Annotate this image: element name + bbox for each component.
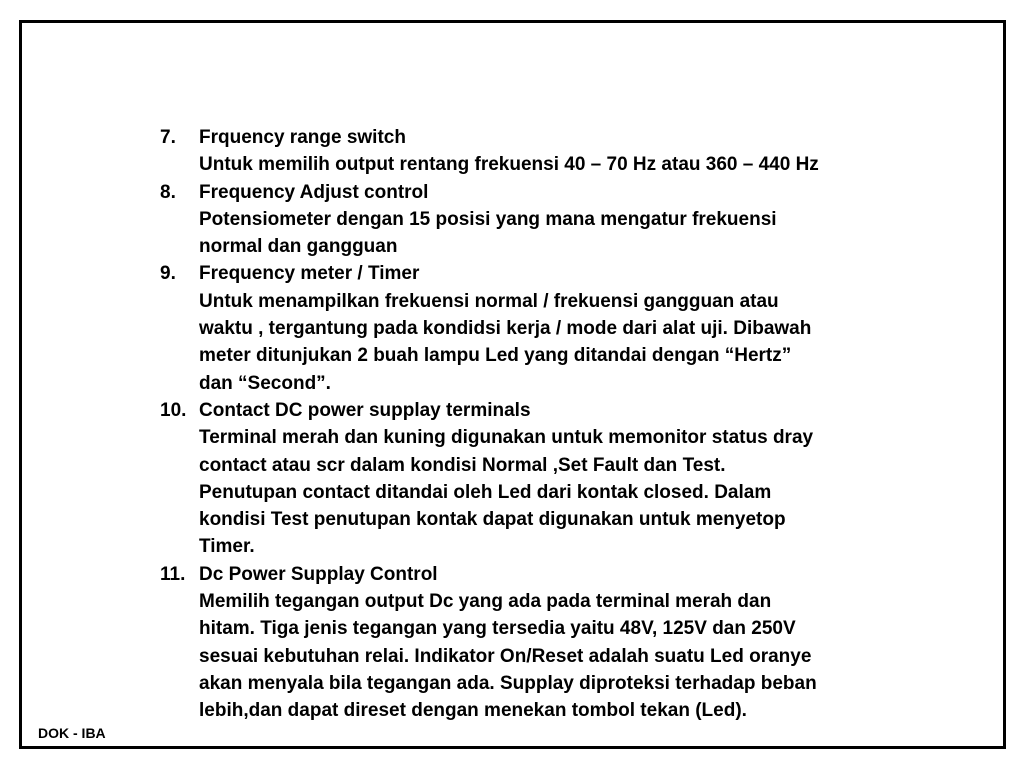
list-item-text-line: Penutupan contact ditandai oleh Led dari kontak closed. Dalam xyxy=(199,481,772,503)
list-item-body xyxy=(199,561,960,725)
list-item-text-line: normal dan gangguan xyxy=(199,236,398,258)
list-item-text-line: dan “Second”. xyxy=(199,372,331,394)
list-number: 8. xyxy=(160,181,176,203)
list-item-title: Frequency Adjust control xyxy=(199,181,429,203)
list-item-body xyxy=(199,260,960,396)
list-number: 11. xyxy=(160,563,186,585)
list-item-text-line: Untuk memilih output rentang frekuensi 40 – 70 Hz atau 360 – 440 Hz xyxy=(199,154,819,176)
list-item-text-line: akan menyala bila tegangan ada. Supplay diproteksi terhadap beban xyxy=(199,672,817,694)
list-item-text-line: Terminal merah dan kuning digunakan untuk memonitor status dray xyxy=(199,427,814,449)
list-item-text-line: hitam. Tiga jenis tegangan yang tersedia yaitu 48V, 125V dan 250V xyxy=(199,618,796,640)
footer-label: DOK - IBA xyxy=(38,725,106,741)
list-item-7 xyxy=(160,124,960,179)
list-number: 7. xyxy=(160,127,176,148)
list-item-text-line: Potensiometer dengan 15 posisi yang mana mengatur frekuensi xyxy=(199,208,777,230)
list-item-text-line: lebih,dan dapat direset dengan menekan tombol tekan (Led). xyxy=(199,700,747,722)
list-item-body xyxy=(199,397,960,561)
list-number: 10. xyxy=(160,399,187,421)
slide-frame xyxy=(19,20,1006,749)
list-item-title: Contact DC power supplay terminals xyxy=(199,399,531,421)
list-item-title: Frequency meter / Timer xyxy=(199,263,420,285)
numbered-list xyxy=(160,124,960,725)
list-item-text-line: Timer. xyxy=(199,536,255,558)
list-item-title: Frquency range switch xyxy=(199,127,406,148)
list-item-body xyxy=(199,124,960,179)
list-item-9 xyxy=(160,260,960,396)
list-item-8 xyxy=(160,179,960,261)
list-item-title: Dc Power Supplay Control xyxy=(199,563,438,585)
list-item-text-line: contact atau scr dalam kondisi Normal ,Set Fault dan Test. xyxy=(199,454,726,476)
list-item-body xyxy=(199,179,960,261)
list-item-10 xyxy=(160,397,960,561)
list-item-text-line: sesuai kebutuhan relai. Indikator On/Reset adalah suatu Led oranye xyxy=(199,645,812,667)
list-item-11 xyxy=(160,561,960,725)
list-item-text-line: Untuk menampilkan frekuensi normal / frekuensi gangguan atau xyxy=(199,290,779,312)
list-item-text-line: waktu , tergantung pada kondidsi kerja / mode dari alat uji. Dibawah xyxy=(199,318,812,340)
list-number: 9. xyxy=(160,263,176,285)
list-item-text-line: Memilih tegangan output Dc yang ada pada terminal merah dan xyxy=(199,591,772,613)
list-item-text-line: meter ditunjukan 2 buah lampu Led yang ditandai dengan “Hertz” xyxy=(199,345,792,367)
list-item-text-line: kondisi Test penutupan kontak dapat digunakan untuk menyetop xyxy=(199,509,786,531)
